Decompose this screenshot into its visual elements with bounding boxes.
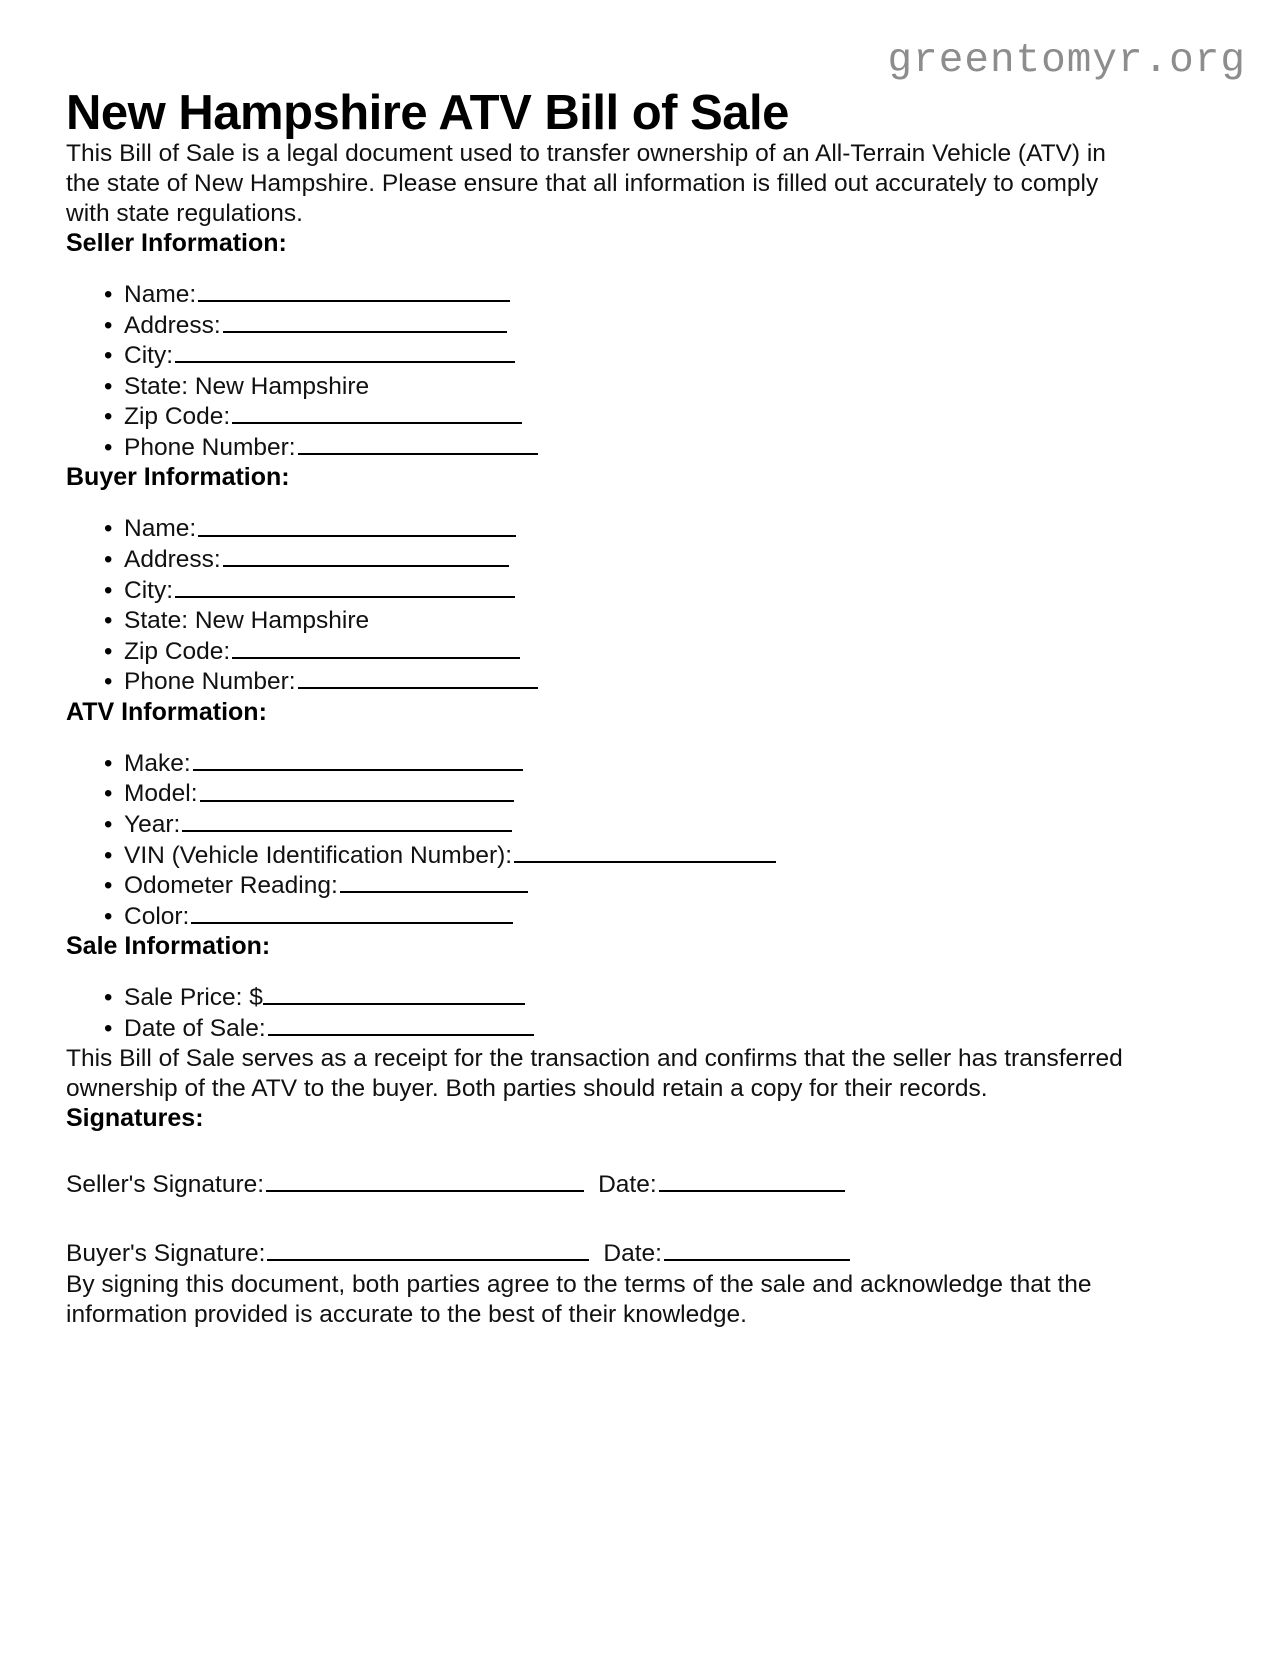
field-blank-line[interactable] — [232, 637, 520, 659]
seller-information-heading: Seller Information: — [66, 229, 287, 258]
sale-information-heading: Sale Information: — [66, 932, 271, 961]
sale-information-fields — [66, 983, 1156, 1044]
list-item — [66, 637, 1156, 668]
field-value: New Hampshire — [194, 607, 370, 635]
seller-date-blank-line[interactable] — [659, 1170, 845, 1192]
field-blank-line[interactable] — [223, 311, 507, 333]
field-label: Odometer Reading: — [124, 872, 338, 900]
signatures-heading: Signatures: — [66, 1104, 204, 1133]
list-item — [66, 372, 1156, 403]
list-item — [66, 810, 1156, 841]
list-item — [66, 545, 1156, 576]
field-label: State: — [124, 607, 189, 635]
field-value: New Hampshire — [194, 372, 370, 400]
buyer-signature-blank-line[interactable] — [267, 1239, 589, 1261]
field-blank-line[interactable] — [268, 1014, 534, 1036]
field-label: Make: — [124, 749, 191, 777]
buyer-signature-row — [66, 1239, 1156, 1270]
field-label: Name: — [124, 281, 197, 309]
seller-signature-label: Seller's Signature: — [66, 1171, 265, 1199]
field-blank-line[interactable] — [263, 983, 525, 1005]
site-watermark: greentomyr.org — [887, 38, 1246, 84]
seller-information-fields — [66, 280, 1156, 463]
field-label: Year: — [124, 811, 181, 839]
seller-signature-row — [66, 1170, 1156, 1201]
list-item — [66, 606, 1156, 637]
field-label: Phone Number: — [124, 433, 296, 461]
list-item — [66, 902, 1156, 933]
list-item — [66, 983, 1156, 1014]
field-blank-line[interactable] — [514, 841, 776, 863]
buyer-information-fields — [66, 514, 1156, 697]
field-blank-line[interactable] — [182, 810, 512, 832]
field-label: Sale Price: $ — [124, 984, 263, 1012]
field-blank-line[interactable] — [232, 402, 522, 424]
field-label: Date of Sale: — [124, 1014, 266, 1042]
list-item — [66, 402, 1156, 433]
atv-information-fields — [66, 749, 1156, 932]
field-blank-line[interactable] — [223, 545, 509, 567]
intro-paragraph: This Bill of Sale is a legal document used to transfer ownership of an All-Terrain Vehicle (ATV) in the state of New Hampshire. Please ensure that all information is filled out accurately to comply with state regulations. — [66, 140, 1106, 228]
field-blank-line[interactable] — [298, 667, 538, 689]
buyer-date-label: Date: — [603, 1240, 662, 1267]
field-label: Name: — [124, 515, 197, 543]
list-item — [66, 280, 1156, 311]
list-item — [66, 841, 1156, 872]
final-paragraph: By signing this document, both parties agree to the terms of the sale and acknowledge that the information provided is accurate to the best of their knowledge. — [66, 1270, 1092, 1328]
field-blank-line[interactable] — [175, 576, 515, 598]
field-blank-line[interactable] — [198, 514, 516, 536]
closing-paragraph: This Bill of Sale serves as a receipt for the transaction and confirms that the seller has transferred ownership of the ATV to the buyer. Both parties should retain a copy for their records. — [66, 1045, 1123, 1103]
field-label: City: — [124, 576, 173, 604]
field-label: Model: — [124, 780, 198, 808]
field-label: Phone Number: — [124, 668, 296, 696]
list-item — [66, 514, 1156, 545]
field-blank-line[interactable] — [200, 779, 514, 801]
field-label: City: — [124, 342, 173, 370]
field-blank-line[interactable] — [193, 749, 523, 771]
field-blank-line[interactable] — [191, 902, 513, 924]
field-blank-line[interactable] — [298, 433, 538, 455]
buyer-information-heading: Buyer Information: — [66, 463, 290, 492]
seller-signature-blank-line[interactable] — [266, 1170, 584, 1192]
list-item — [66, 871, 1156, 902]
field-blank-line[interactable] — [198, 280, 510, 302]
field-label: Address: — [124, 311, 221, 339]
list-item — [66, 341, 1156, 372]
document-content — [66, 0, 1156, 1329]
field-label: VIN (Vehicle Identification Number): — [124, 841, 513, 869]
list-item — [66, 667, 1156, 698]
list-item — [66, 749, 1156, 780]
atv-information-heading: ATV Information: — [66, 697, 267, 726]
page-title: New Hampshire ATV Bill of Sale — [66, 86, 789, 140]
buyer-date-blank-line[interactable] — [664, 1239, 850, 1261]
list-item — [66, 576, 1156, 607]
buyer-signature-label: Buyer's Signature: — [66, 1240, 266, 1267]
field-label: Address: — [124, 546, 221, 574]
seller-date-label: Date: — [598, 1171, 657, 1199]
list-item — [66, 779, 1156, 810]
field-blank-line[interactable] — [175, 341, 515, 363]
field-label: Color: — [124, 902, 190, 930]
field-blank-line[interactable] — [340, 871, 528, 893]
list-item — [66, 433, 1156, 464]
field-label: Zip Code: — [124, 403, 231, 431]
list-item — [66, 311, 1156, 342]
field-label: Zip Code: — [124, 637, 231, 665]
list-item — [66, 1014, 1156, 1045]
field-label: State: — [124, 372, 189, 400]
